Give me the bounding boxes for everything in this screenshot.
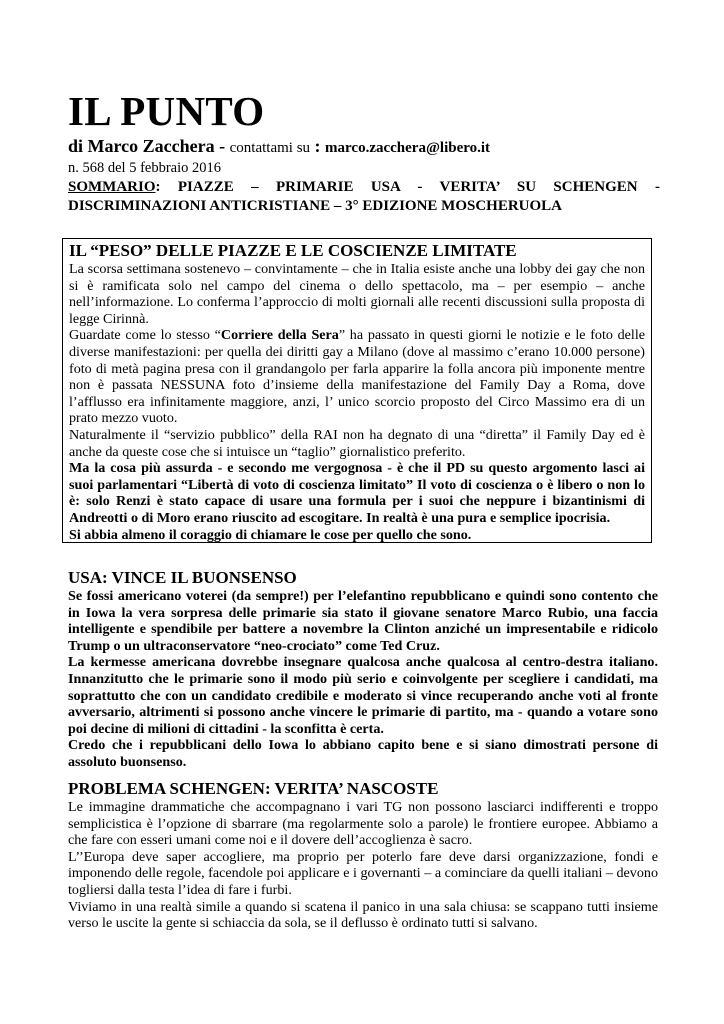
paragraph: L’’Europa deve saper accogliere, ma proprio per poterlo fare deve darsi organizzazione, fondi e imponendo delle regole, facendole poi applicare e i governanti – a cominciare da quelli italiani – devono togliersi dalla testa l’idea di fare i furbi. bbox=[68, 848, 658, 898]
summary-label: SOMMARIO bbox=[68, 179, 156, 195]
text-run: ” ha passato in questi giorni le notizie e le foto delle diverse manifestazioni: per quella dei diritti gay a Milano (dove al massimo c’erano 10.000 persone) foto di metà pagina presa con il grandangolo per farla apparire la folla ancora più imponente mentre non è passata NESSUNA foto d’insieme della manifestazione del Family Day a Roma, dove l’afflusso era infinitamente maggiore, anzi, l’ unico scorcio proposto del Circo Massimo era di un prato mezzo vuoto. bbox=[69, 327, 645, 427]
paragraph: Viviamo in una realtà simile a quando si scatena il panico in una sala chiusa: se scappano tutti insieme verso le uscite la gente si schiaccia da sola, se il deflusso è ordinato tutti si salvano. bbox=[68, 898, 658, 932]
paragraph: Le immagine drammatiche che accompagnano i vari TG non possono lasciarci indifferenti e troppo semplicistica è l’opzione di sbarrare (ma regolarmente solo a parole) le frontiere europee. Abbiamo a che fare con esseri umani come noi e il dovere dell’accoglienza è sacro. bbox=[68, 799, 658, 849]
newsletter-title: IL PUNTO bbox=[68, 88, 265, 134]
article-heading: PROBLEMA SCHENGEN: VERITA’ NASCOSTE bbox=[68, 779, 439, 798]
contact-separator: - bbox=[214, 136, 230, 156]
article-heading: IL “PESO” DELLE PIAZZE E LE COSCIENZE LIMITATE bbox=[69, 241, 517, 260]
summary-text: : PIAZZE – PRIMARIE USA - VERITA’ SU SCHENGEN - DISCRIMINAZIONI ANTICRISTIANE – 3° EDIZIONE MOSCHERUOLA bbox=[68, 179, 660, 214]
contact-label: contattami su bbox=[229, 140, 311, 156]
paragraph: Si abbia almeno il coraggio di chiamare le cose per quello che sono. bbox=[69, 526, 472, 543]
author-line bbox=[68, 136, 660, 159]
paragraph: La kermesse americana dovrebbe insegnare qualcosa anche qualcosa al centro-destra italiano. Innanzitutto che le primarie sono il modo più serio e coinvolgente per scegliere i candidati, ma soprattutto che con un candidato credibile e moderato si vince recuperando anche voti al fronte avversario, altrimenti si possono anche vincere le primarie di partito, ma - quando a votare sono poi decine di milioni di cittadini - la sconfitta è certa. bbox=[68, 654, 658, 737]
paragraph: Naturalmente il “servizio pubblico” della RAI non ha degnato di una “diretta” il Family Day ed è anche da queste cose che si intuisce un “taglio” giornalistico preferito. bbox=[69, 426, 645, 460]
text-run: Guardate come lo stesso “ bbox=[69, 327, 221, 344]
article-schengen bbox=[68, 778, 658, 932]
boxed-article bbox=[62, 238, 652, 543]
paragraph: Se fossi americano voterei (da sempre!) per l’elefantino repubblicano e quindi sono contento che in Iowa la vera sorpresa delle primarie sia stato il giovane senatore Marco Rubio, una faccia intelligente e spendibile per battere a novembre la Clinton anziché un impresentabile e ridicolo Trump o un ultraconservatore “neo-crociato” come Ted Cruz. bbox=[68, 588, 658, 654]
paragraph bbox=[69, 327, 645, 427]
summary bbox=[68, 178, 660, 216]
author-name: di Marco Zacchera bbox=[68, 136, 215, 156]
document-header bbox=[68, 88, 660, 216]
article-usa bbox=[68, 567, 658, 771]
paragraph: Ma la cosa più assurda - e secondo me vergognosa - è che il PD su questo argomento lasci ai suoi parlamentari “Libertà di voto di coscienza limitato” Il voto di coscienza o è libero o non lo è: solo Renzi è stato capace di usare una formula per i suoi che neppure i bizantinismi di Andreotti o di Moro erano riuscito ad escogitare. In realtà è una pura e semplice ipocrisia. bbox=[69, 460, 645, 526]
contact-colon: : bbox=[310, 136, 326, 156]
email-link[interactable]: marco.zacchera@libero.it bbox=[325, 140, 491, 156]
newspaper-name: Corriere della Sera bbox=[220, 327, 339, 344]
article-heading: USA: VINCE IL BUONSENSO bbox=[68, 568, 297, 587]
issue-line: n. 568 del 5 febbraio 2016 bbox=[68, 160, 222, 176]
paragraph: La scorsa settimana sostenevo – convintamente – che in Italia esiste anche una lobby dei gay che non si è ramificata solo nel campo del cinema o dello spettacolo, ma – per esempio – anche nell’informazione. Lo conferma l’approccio di molti giornali alle recenti discussioni sulla proposta di legge Cirinnà. bbox=[69, 261, 645, 327]
paragraph: Credo che i repubblicani dello Iowa lo abbiano capito bene e si siano dimostrati persone di assoluto buonsenso. bbox=[68, 737, 658, 770]
